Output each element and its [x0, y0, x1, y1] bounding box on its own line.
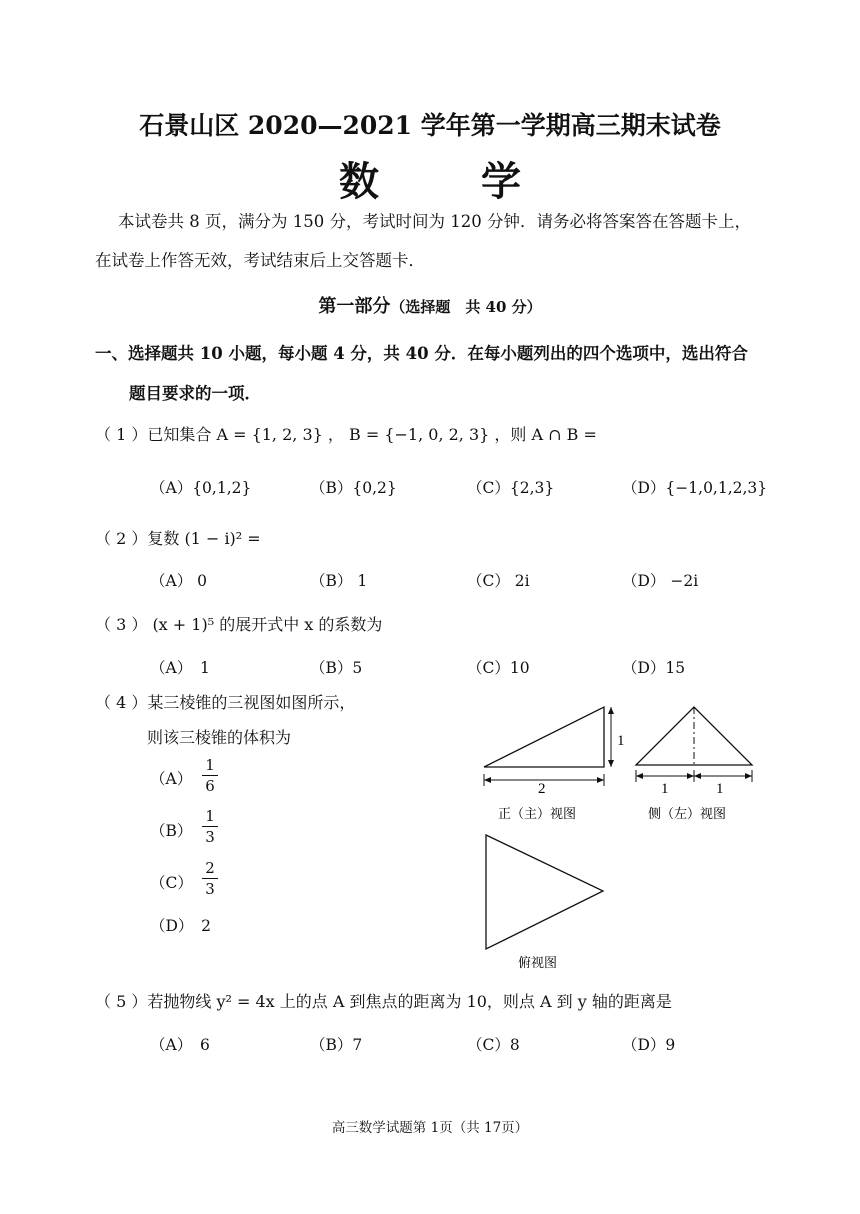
question-2-option-d: （D） −2i [622, 572, 699, 590]
section-instruction-line-1: 一、选择题共 10 小题，每小题 4 分，共 40 分．在每小题列出的四个选项中，选出符合 [95, 344, 748, 363]
question-4-option-b: （B） [150, 822, 193, 840]
top-view [486, 835, 603, 971]
question-2-option-a: （A） 0 [150, 572, 207, 590]
exam-title: 石景山区 2020—2021 学年第一学期高三期末试卷 [139, 111, 721, 140]
intro-line-1: 本试卷共 8 页，满分为 150 分，考试时间为 120 分钟．请务必将答案答在答题卡上， [118, 212, 751, 231]
fraction-denominator: 6 [205, 777, 215, 795]
section-instruction-line-2: 题目要求的一项． [129, 384, 261, 403]
subject-heading: 数 学 [339, 158, 565, 205]
question-5-option-b: （B）7 [310, 1036, 363, 1054]
front-width-label: 2 [538, 781, 546, 797]
fraction-bar [202, 775, 218, 776]
question-5-option-c: （C）8 [467, 1036, 520, 1054]
front-height-label: 1 [617, 733, 625, 749]
side-view-caption: 侧（左）视图 [648, 807, 727, 822]
question-5-option-a: （A） 6 [150, 1036, 210, 1054]
question-4-option-d: （D） 2 [150, 917, 212, 935]
fraction-numerator: 1 [205, 756, 215, 774]
question-3-option-a: （A） 1 [150, 659, 210, 677]
part-heading [0, 292, 860, 318]
front-view [484, 707, 625, 822]
page-footer: 高三数学试题第 1页（共 17页） [331, 1120, 529, 1136]
question-5-stem: （ 5 ）若抛物线 y² = 4x 上的点 A 到焦点的距离为 10，则点 A 到 y 轴的距离是 [95, 992, 672, 1011]
top-view-caption: 俯视图 [518, 956, 558, 971]
fraction-bar [202, 826, 218, 827]
question-1-option-b: （B）{0,2} [310, 479, 397, 497]
question-3-option-b: （B）5 [310, 659, 363, 677]
front-view-caption: 正（主）视图 [498, 807, 577, 822]
question-2-option-b: （B） 1 [310, 572, 368, 590]
part-note: （选择题 共 40 分） [390, 298, 542, 316]
side-view [636, 707, 752, 822]
question-1-option-d: （D）{−1,0,1,2,3} [622, 479, 768, 497]
fraction-numerator: 2 [205, 859, 215, 877]
question-4-option-c-fraction [202, 859, 218, 898]
fraction-denominator: 3 [205, 880, 215, 898]
question-5-option-d: （D）9 [622, 1036, 676, 1054]
question-3-option-c: （C）10 [467, 659, 530, 677]
question-4-option-b-fraction [202, 807, 218, 846]
fraction-denominator: 3 [205, 828, 215, 846]
part-title: 第一部分 [318, 296, 391, 317]
question-4-option-a-fraction [202, 756, 218, 795]
side-left-label: 1 [661, 781, 669, 797]
side-right-label: 1 [716, 781, 724, 797]
question-4-option-a: （A） [150, 770, 193, 788]
question-2-option-c: （C） 2i [467, 572, 530, 590]
question-4-stem-line-1: （ 4 ）某三棱锥的三视图如图所示， [95, 693, 356, 712]
fraction-bar [202, 878, 218, 879]
fraction-numerator: 1 [205, 807, 215, 825]
question-3-stem: （ 3 ） (x + 1)⁵ 的展开式中 x 的系数为 [95, 615, 383, 634]
question-1-option-c: （C）{2,3} [467, 479, 555, 497]
question-1-option-a: （A）{0,1,2} [150, 479, 252, 497]
three-view-figure [470, 695, 770, 975]
question-1-stem: （ 1 ）已知集合 A = {1, 2, 3} ， B = {−1, 0, 2, 3} ，则 A ∩ B = [95, 425, 597, 444]
question-4-option-c: （C） [150, 874, 193, 892]
intro-line-2: 在试卷上作答无效，考试结束后上交答题卡． [95, 251, 425, 270]
question-4-stem-line-2: 则该三棱锥的体积为 [147, 728, 292, 747]
question-3-option-d: （D）15 [622, 659, 686, 677]
question-2-stem: （ 2 ）复数 (1 − i)² = [95, 529, 261, 548]
